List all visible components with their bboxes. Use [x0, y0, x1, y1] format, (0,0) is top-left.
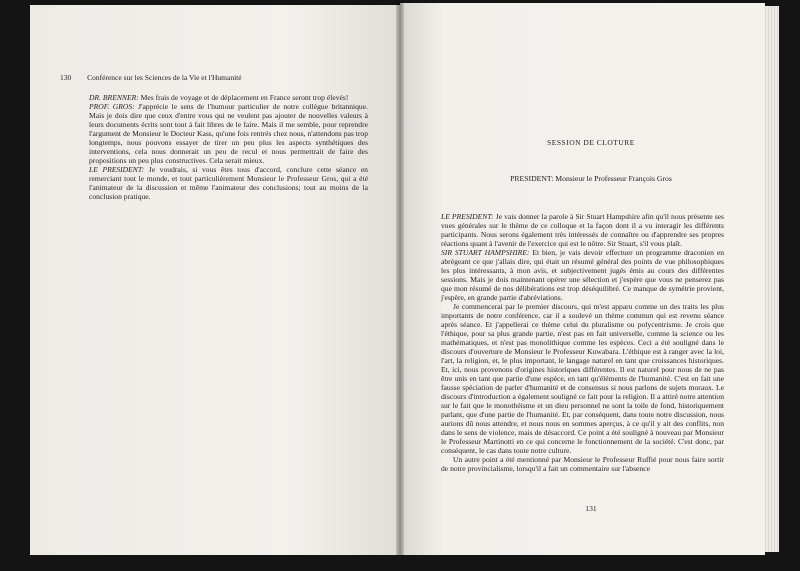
paragraph: [89, 102, 368, 165]
speaker-name: LE PRESIDENT:: [89, 165, 145, 174]
right-page-number: 131: [585, 504, 597, 513]
speaker-name: PROF. GROS:: [89, 102, 135, 111]
paragraph-text: Un autre point a été mentionné par Monsieur le Professeur Ruffié pour nous faire sortir de notre provincialisme, lorsqu'il a fait un commentaire sur l'absence: [441, 455, 724, 473]
paragraph-text: Mes frais de voyage et de déplacement en France seront trop élevés!: [138, 93, 349, 102]
left-page-body: [89, 93, 368, 201]
paragraph: [89, 93, 368, 102]
running-header-title: Conférence sur les Sciences de la Vie et l'Humanité: [87, 73, 242, 82]
book-gutter: [396, 3, 404, 555]
paragraph: [441, 455, 724, 473]
section-title: SESSION DE CLOTURE: [547, 138, 635, 147]
paragraph: [441, 302, 724, 455]
right-page-body: [441, 212, 724, 473]
paragraph: [441, 212, 724, 248]
speaker-name: LE PRESIDENT:: [441, 212, 494, 221]
paragraph-text: Je commencerai par le premier discours, qui m'est apparu comme un des traits les plus importants de notre conférence, car il a soulevé un thème commun qui est revenu séance après séance. Et j'appellerai ce thème celui du pluralisme ou polycentrisme. Je crois que l'éthique, pour sa plus grande partie, n'est pas en fait universelle, comme la science ou les mathématiques, et n'est pas monolithique comme les espèces. Ceci a été souligné dans le discours d'ouverture de Monsieur le Professeur Kuwabara. L'éthique est à ranger avec la loi, l'art, la religion, et, le plus important, le langage naturel en tant que croissances historiques. Et, ici, nous provenons d'origines historiques différentes. Il est naturel pour nous de ne pas être unis en tant que partie d'une espèce, en tant qu'éléments de l'humanité. C'est en fait une fausse spéciation de parler d'humanité et de consensus si nous parlons de sujets moraux. Le discours d'introduction a également souligné ce fait pour la religion. Il a attiré notre attention sur le fait que le monothéisme et un dieu personnel ne sont la toile de fond, historiquement parlant, que d'une partie de l'humanité. Et, par conséquent, dans toute notre discussion, nous aurions dû nous attendre, et nous nous en sommes aperçus, à ce qu'il y ait des conflits, non dans le sens de violence, mais de désaccord. Ce point a été souligné à nouveau par Monsieur le Professeur Martinotti en ce qui concerne le fonctionnement de la société. C'est donc, par conséquent, le cas dans toute notre culture.: [441, 302, 724, 455]
speaker-name: DR. BRENNER:: [89, 93, 139, 102]
paragraph: [441, 248, 724, 302]
paragraph-text: Je vais donner la parole à Sir Stuart Hampshire afin qu'il nous présente ses vues générales sur le thème de ce colloque et la façon dont il a vu interagir les différents participants. Nous serons également très intéressés de connaître ou d'apprendre ses propres réactions quant à l'avenir de l'exercice qui est le nôtre. Sir Stuart, s'il vous plaît.: [441, 212, 724, 248]
paragraph-text: Je voudrais, si vous êtes tous d'accord, conclure cette séance en remerciant tout le monde, et tout particulièrement Monsieur le Professeur Gros, qui a été l'animateur de la discussion et même l'animateur des conclusions; tout au moins de la conclusion pratique.: [89, 165, 368, 201]
paragraph: [89, 165, 368, 201]
page-edges: [765, 6, 779, 552]
paragraph-text: Et bien, je vais devoir effectuer un programme draconien en abrégeant ce que j'allais dire, qui était un résumé général des points de vue philosophiques les plus intéressants, à mon avis, et subjectivement jugés émis au cours des différentes sessions. Mais je dois maintenant opérer une sélection et j'espère que vous ne penserez pas que mon résumé de nos délibérations est trop déséquilibré. Ce manque de symétrie provient, j'espère, en grande partie d'abréviations.: [441, 248, 724, 302]
speaker-name: SIR STUART HAMPSHIRE:: [441, 248, 530, 257]
paragraph-text: J'apprécie le sens de l'humour particulier de notre collègue britannique. Mais je dois dire que ceux d'entre vous qui ne veulent pas ajouter de nouvelles valeurs à leurs documents écrits sont tout à fait libres de le faire. Mais il me semble, pour reprendre l'argument de Monsieur le Docteur Kass, qu'une fois rentrés chez nous, n'attendons pas trop longtemps, nous pouvons essayer de tirer un peu plus les aspects synthétiques des interventions, cela nous donnerait un peu de recul et nous permettrait de faire des propositions un peu plus constructives. Cela serait mieux.: [89, 102, 368, 165]
running-header: [60, 73, 242, 82]
left-page: [30, 5, 400, 555]
left-page-number: 130: [60, 73, 72, 82]
president-line: PRESIDENT: Monsieur le Professeur François Gros: [510, 174, 672, 183]
